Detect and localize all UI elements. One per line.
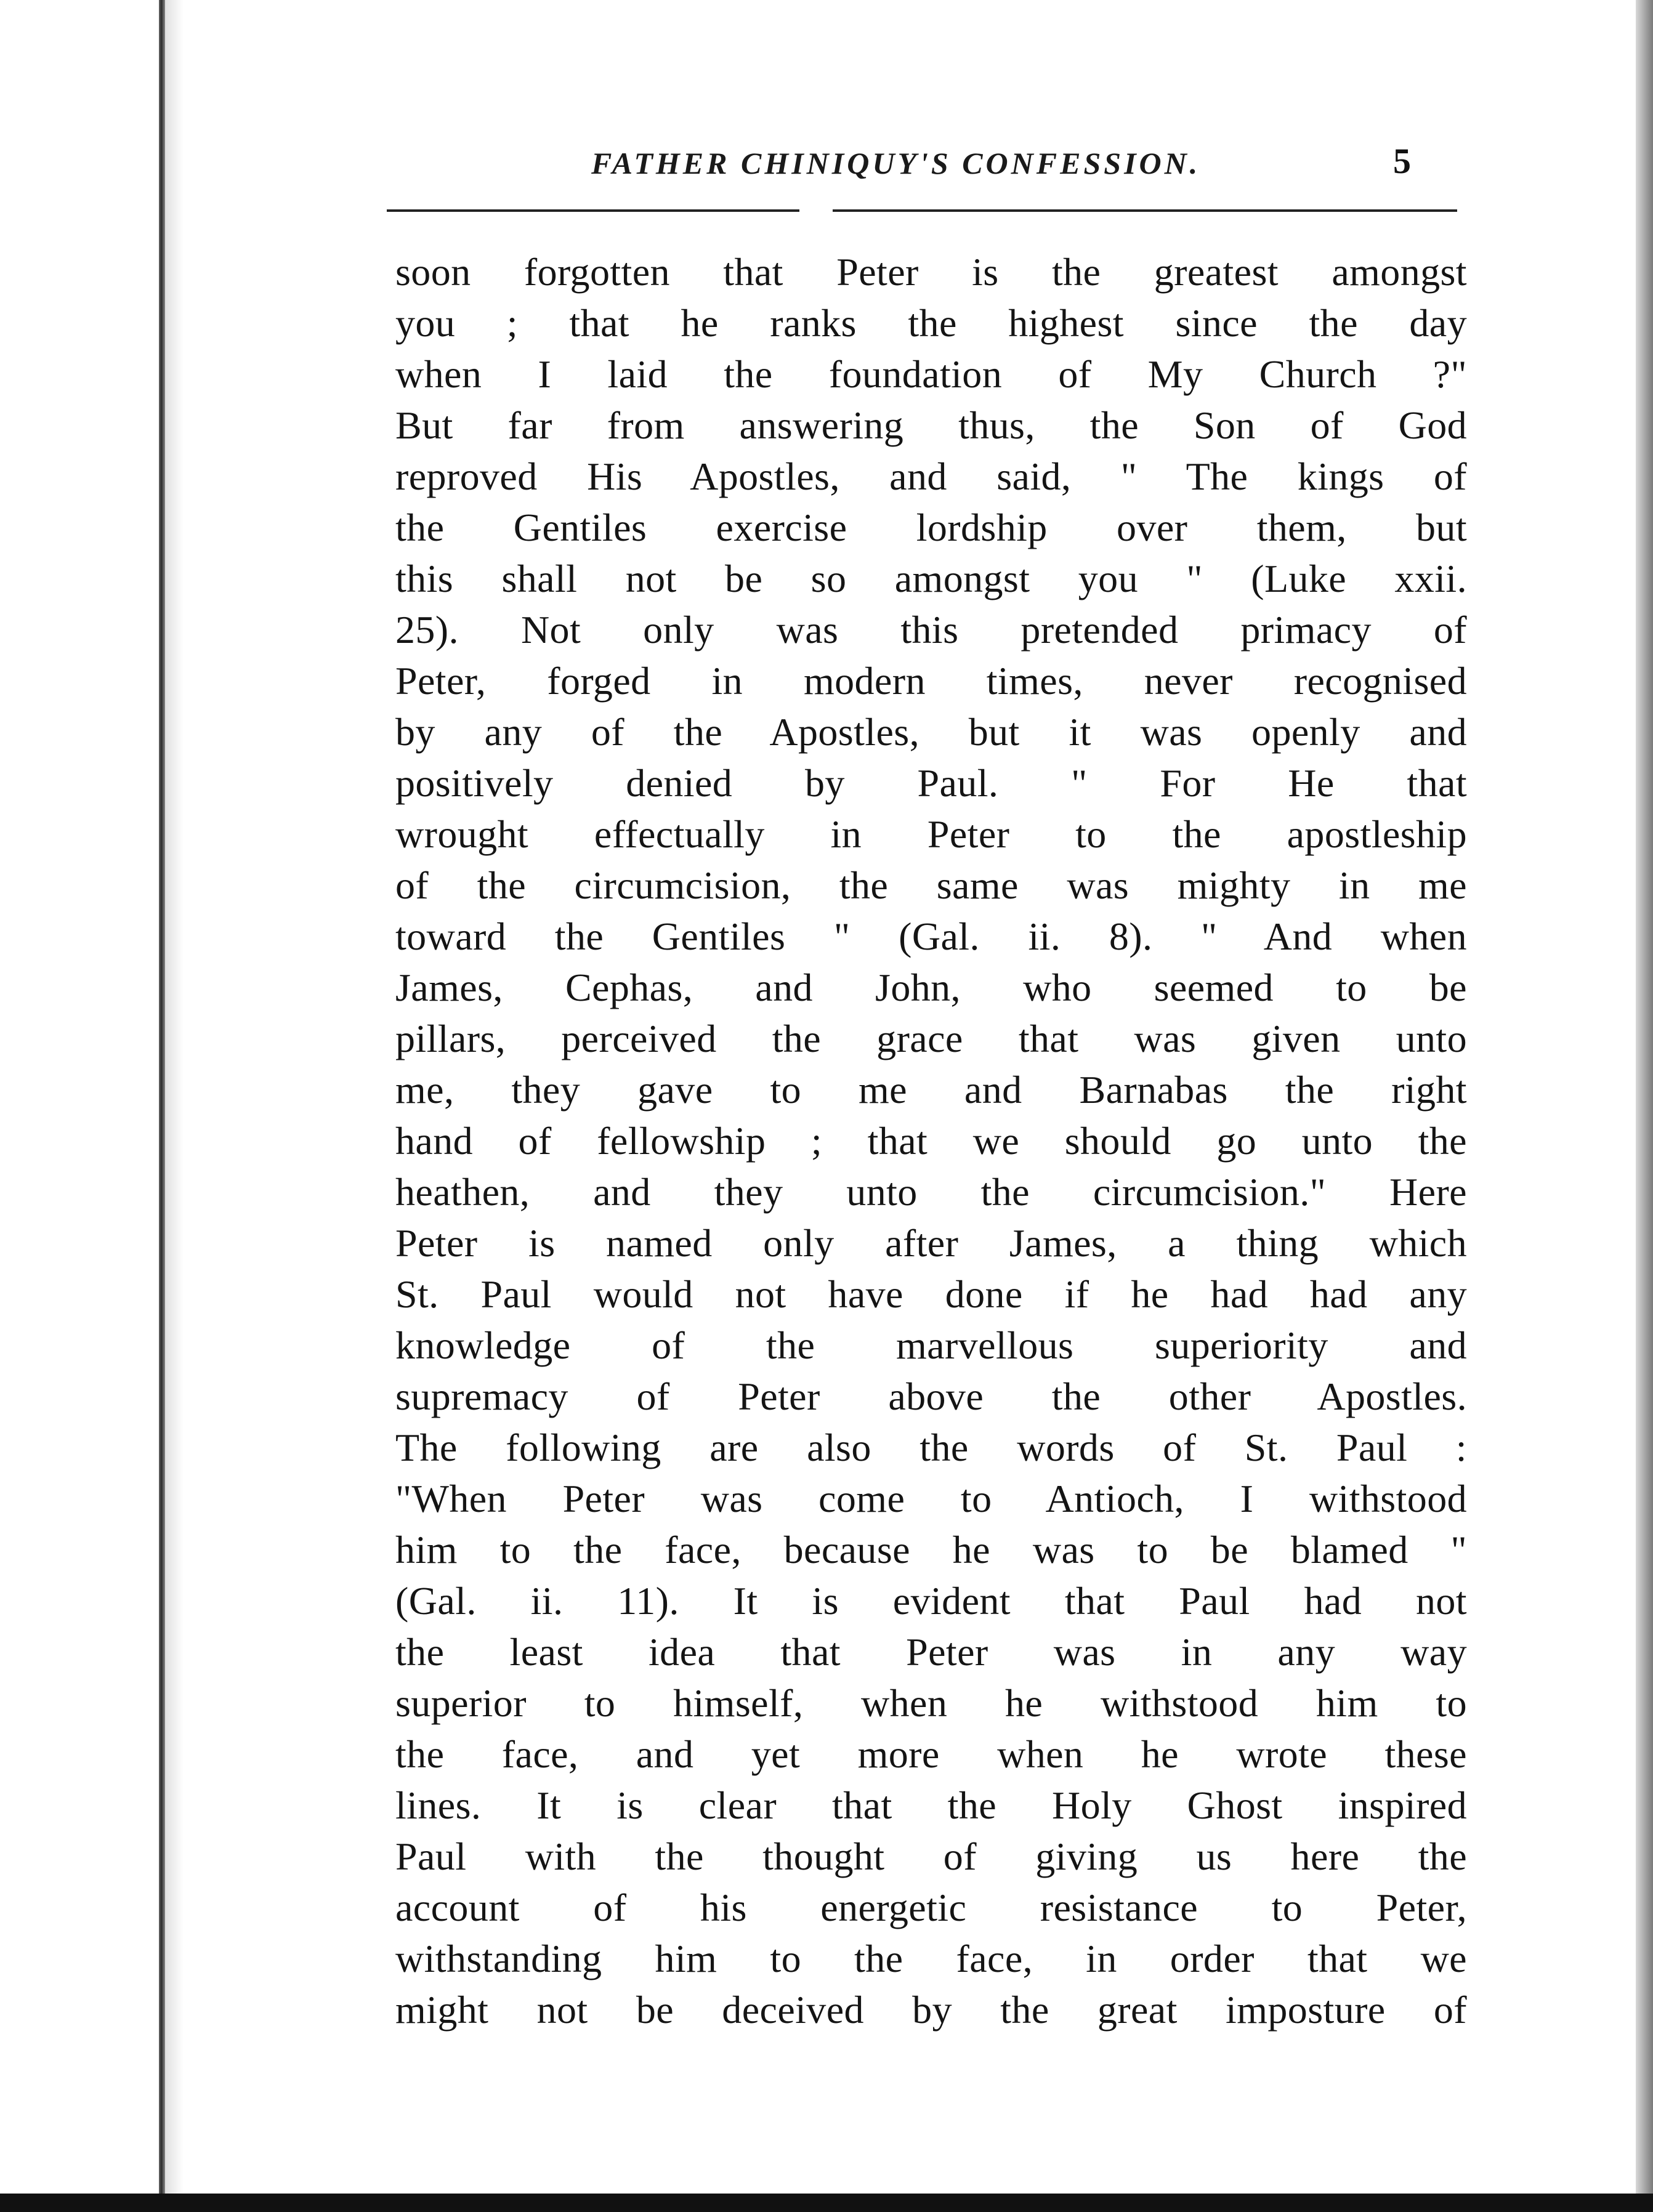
text-line: this shall not be so amongst you " (Luke xxii. <box>395 557 1467 600</box>
text-line: the Gentiles exercise lordship over them, but <box>395 506 1467 549</box>
text-line: the least idea that Peter was in any way <box>395 1630 1467 1674</box>
text-line: Peter is named only after James, a thing which <box>395 1221 1467 1265</box>
book-spine <box>159 0 165 2194</box>
header-rule-left <box>387 209 799 212</box>
text-line: toward the Gentiles " (Gal. ii. 8). " And when <box>395 914 1467 958</box>
text-line: withstanding him to the face, in order that we <box>395 1937 1467 1980</box>
text-line: reproved His Apostles, and said, " The kings of <box>395 454 1467 498</box>
text-line: account of his energetic resistance to Peter, <box>395 1886 1467 1929</box>
text-line: by any of the Apostles, but it was openly and <box>395 710 1467 754</box>
text-line: knowledge of the marvellous superiority and <box>395 1323 1467 1367</box>
body-text <box>395 246 1467 2035</box>
text-line: lines. It is clear that the Holy Ghost inspired <box>395 1783 1467 1827</box>
text-line: wrought effectually in Peter to the apostleship <box>395 812 1467 856</box>
text-line: heathen, and they unto the circumcision." Here <box>395 1170 1467 1214</box>
facing-page-blank <box>0 0 161 2212</box>
book-page <box>166 0 1636 2194</box>
text-line: Peter, forged in modern times, never recognised <box>395 659 1467 703</box>
text-line: the face, and yet more when he wrote these <box>395 1732 1467 1776</box>
text-line: 25). Not only was this pretended primacy of <box>395 608 1467 652</box>
text-line: supremacy of Peter above the other Apostles. <box>395 1374 1467 1418</box>
page-number: 5 <box>1393 141 1411 181</box>
text-line: "When Peter was come to Antioch, I withstood <box>395 1477 1467 1520</box>
text-line: me, they gave to me and Barnabas the right <box>395 1068 1467 1112</box>
header-rule-right <box>833 209 1457 212</box>
text-line: when I laid the foundation of My Church ?" <box>395 352 1467 396</box>
text-line: hand of fellowship ; that we should go unto the <box>395 1119 1467 1163</box>
text-line: James, Cephas, and John, who seemed to be <box>395 966 1467 1009</box>
text-line: The following are also the words of St. Paul : <box>395 1426 1467 1469</box>
running-title: FATHER CHINIQUY'S CONFESSION. <box>591 146 1201 180</box>
text-line: soon forgotten that Peter is the greatest amongst <box>395 250 1467 294</box>
text-line: of the circumcision, the same was mighty in me <box>395 863 1467 907</box>
text-line: you ; that he ranks the highest since the day <box>395 301 1467 345</box>
text-line: him to the face, because he was to be blamed " <box>395 1528 1467 1572</box>
text-line: But far from answering thus, the Son of God <box>395 403 1467 447</box>
text-line: positively denied by Paul. " For He that <box>395 761 1467 805</box>
text-line: Paul with the thought of giving us here the <box>395 1835 1467 1878</box>
text-line: might not be deceived by the great imposture of <box>395 1988 1467 2032</box>
page-edge <box>1636 0 1653 2212</box>
text-line: St. Paul would not have done if he had had any <box>395 1272 1467 1316</box>
text-line: (Gal. ii. 11). It is evident that Paul had not <box>395 1579 1467 1623</box>
scan-bottom-border <box>0 2194 1653 2212</box>
text-line: pillars, perceived the grace that was given unto <box>395 1017 1467 1060</box>
running-header <box>166 140 1636 190</box>
text-line: superior to himself, when he withstood him to <box>395 1681 1467 1725</box>
